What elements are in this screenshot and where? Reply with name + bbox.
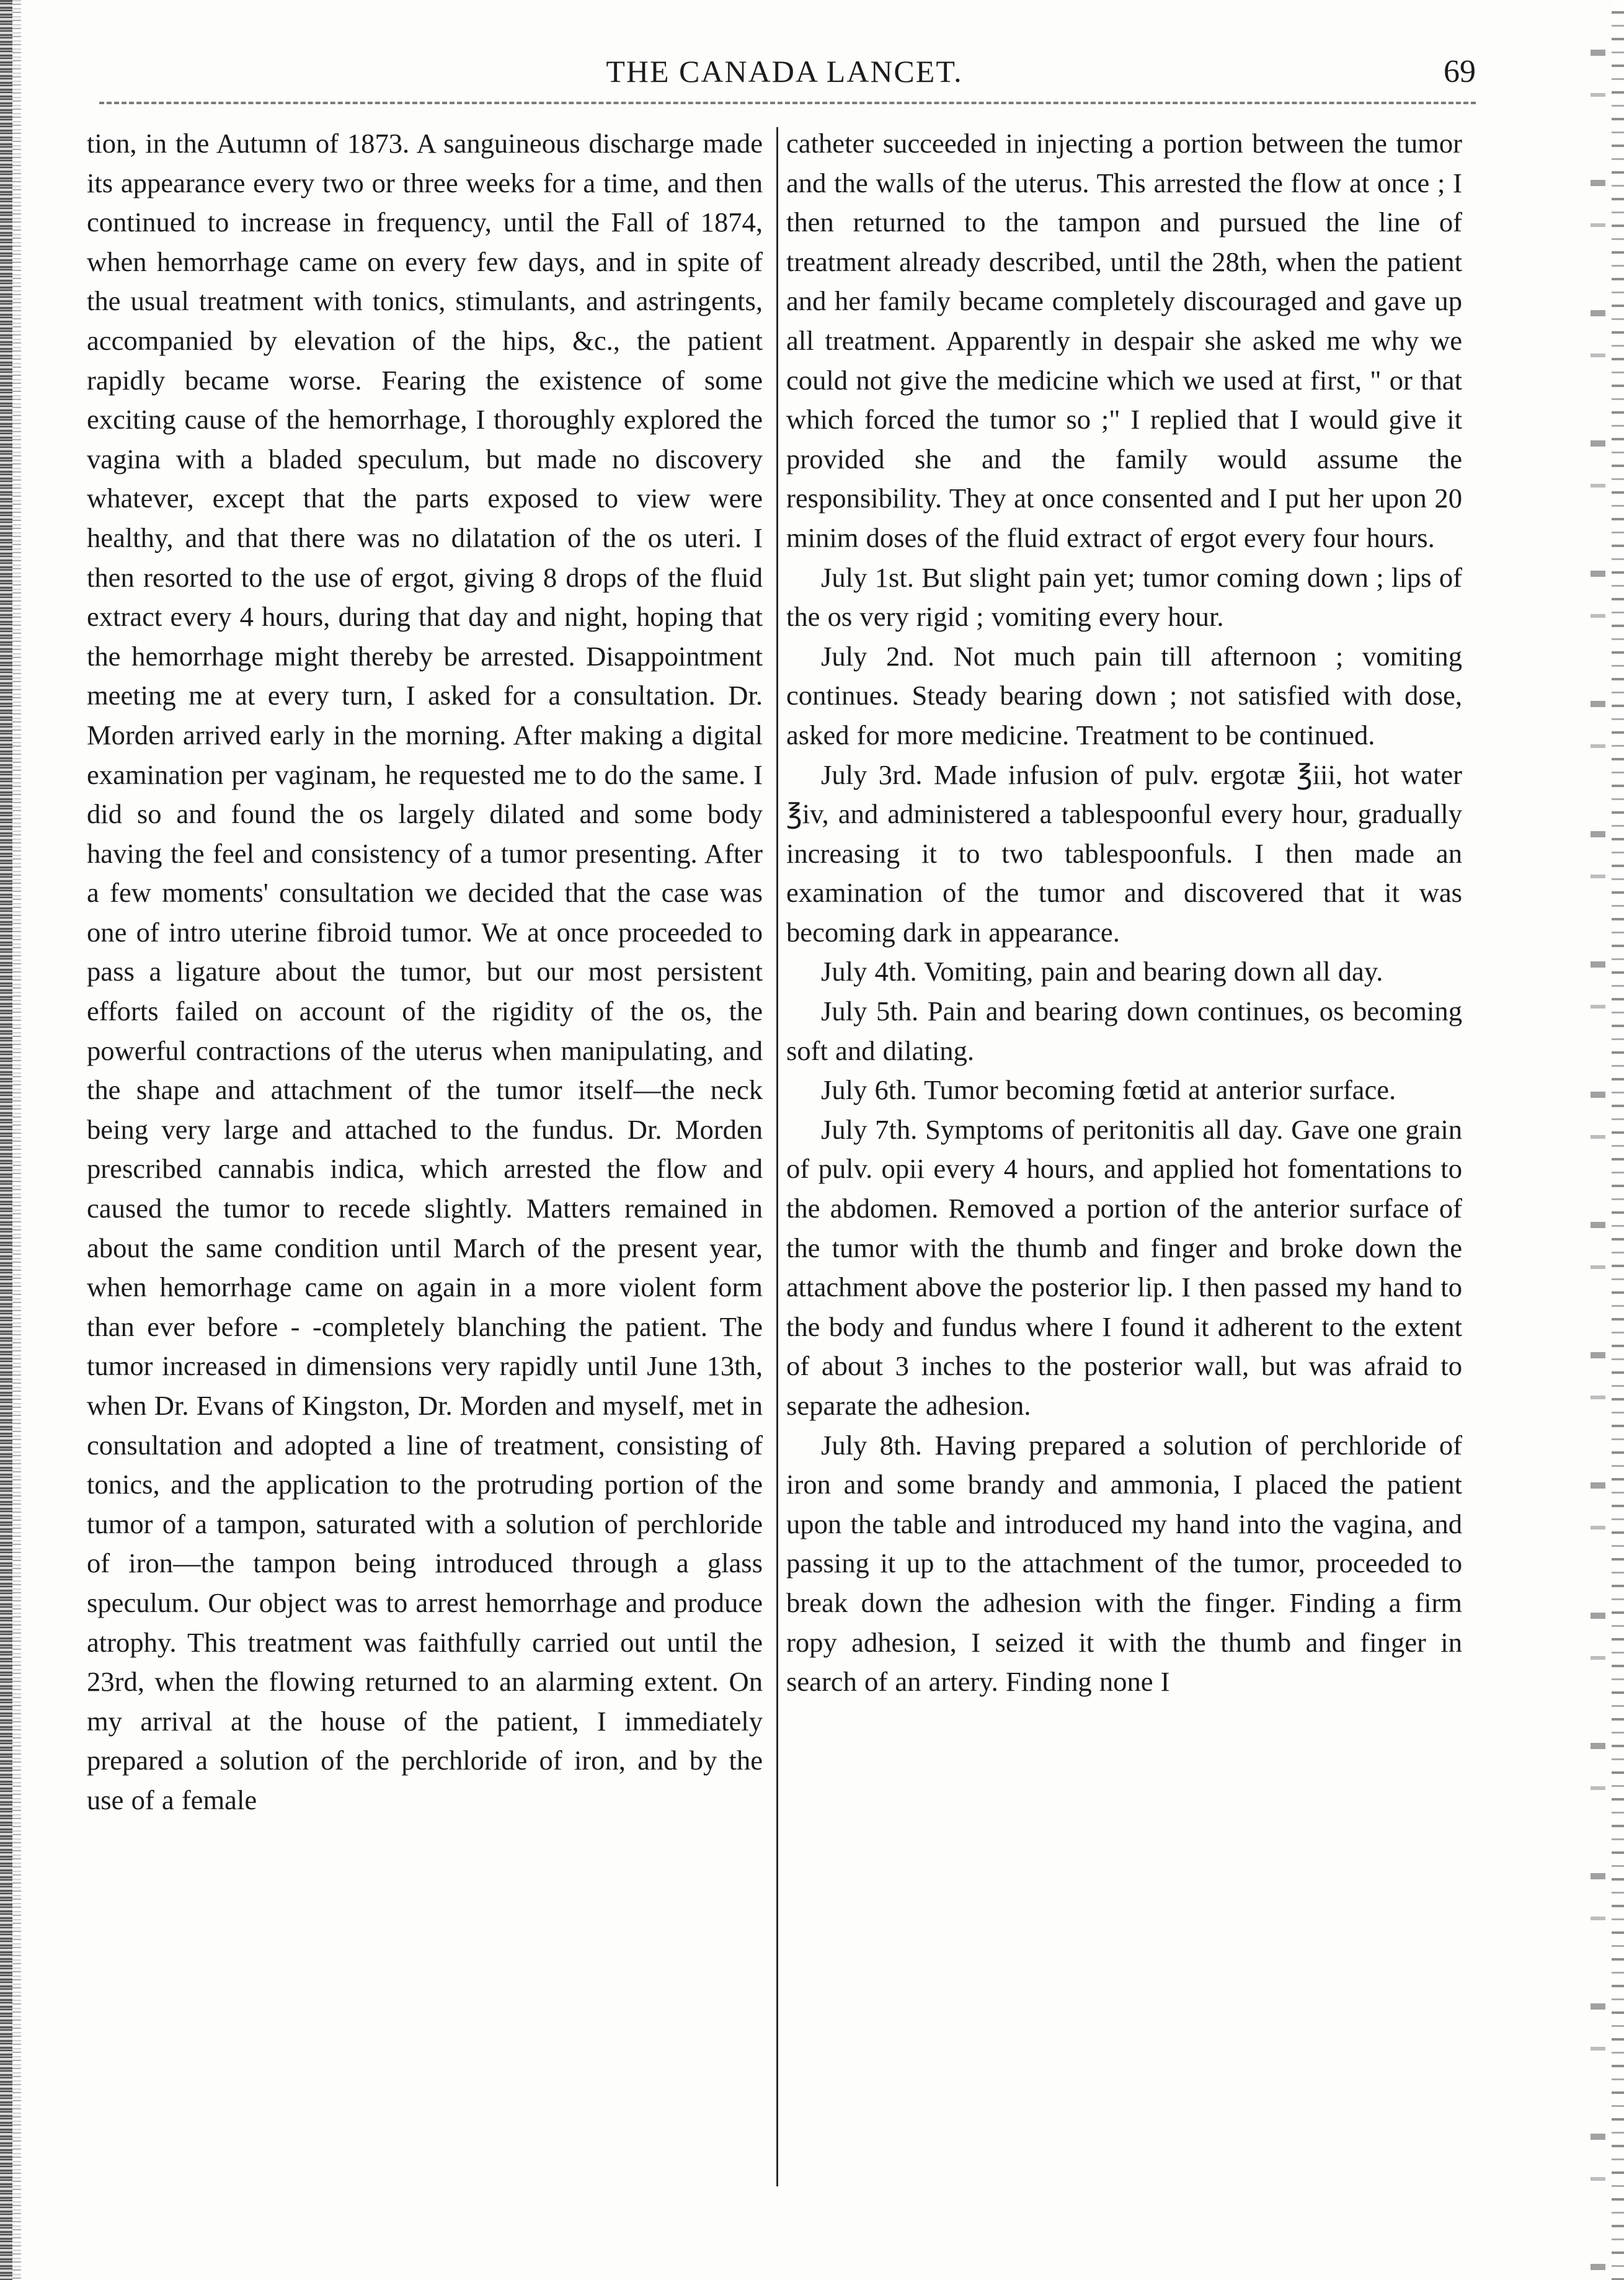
right-edge-bleed: [1612, 0, 1624, 2280]
entry-july-1: July 1st. But slight pain yet; tumor coming down ; lips of the os very rigid ; vomiting every hour.: [786, 561, 1462, 633]
entry-july-5: July 5th. Pain and bearing down continues, os becoming soft and dilating.: [786, 995, 1462, 1066]
torn-left-edge: [0, 0, 12, 2280]
left-column: [87, 124, 763, 2189]
entry-july-2: July 2nd. Not much pain till afternoon ; vomiting continues. Steady bearing down ; not satisfied with dose, asked for more medicine. Treatment to be continued.: [786, 640, 1462, 750]
entry-july-6: July 6th. Tumor becoming fœtid at anterior surface.: [821, 1074, 1396, 1106]
entry-july-7: July 7th. Symptoms of peritonitis all day. Gave one grain of pulv. opii every 4 hours, and applied hot fomentations to the abdomen. Removed a portion of the anterior surface of the tumor with the thumb and finger and broke down the attachment above the posterior lip. I then passed my hand to the body and fundus where I found it adherent to the extent of about 3 inches to the posterior wall, but was afraid to separate the adhesion.: [786, 1113, 1462, 1421]
entry-july-8: July 8th. Having prepared a solution of perchloride of iron and some brandy and ammonia, I placed the patient upon the table and introduced my hand into the vagina, and passing it up to the attachment of the tumor, proceeded to break down the adhesion with the finger. Finding a firm ropy adhesion, I seized it with the thumb and finger in search of an artery. Finding none I: [786, 1429, 1462, 1698]
left-edge-speckle: [12, 0, 21, 2280]
page-header: [93, 53, 1476, 97]
page-number: 69: [1444, 54, 1476, 89]
column-divider: [776, 127, 778, 2186]
right-column: [786, 124, 1462, 2189]
right-margin-show-through: [1591, 12, 1605, 2270]
entry-july-4: July 4th. Vomiting, pain and bearing down all day.: [821, 956, 1383, 987]
header-rule: [99, 102, 1476, 104]
entry-july-3: July 3rd. Made infusion of pulv. ergotæ ℥iii, hot water ℥iv, and administered a tablespoonful every hour, gradually increasing it to two tablespoonfuls. I then made an examination of the tumor and discovered that it was becoming dark in appearance.: [786, 759, 1462, 948]
paragraph: tion, in the Autumn of 1873. A sanguineous discharge made its appearance every two or three weeks for a time, and then continued to increase in frequency, until the Fall of 1874, when hemorrhage came on every few days, and in spite of the usual treatment with tonics, stimulants, and astringents, accompanied by elevation of the hips, &c., the patient rapidly became worse. Fearing the existence of some exciting cause of the hemorrhage, I thoroughly explored the vagina with a bladed speculum, but made no discovery whatever, except that the parts exposed to view were healthy, and that there was no dilatation of the os uteri. I then resorted to the use of ergot, giving 8 drops of the fluid extract every 4 hours, during that day and night, hoping that the hemorrhage might thereby be arrested. Disappointment meeting me at every turn, I asked for a consultation. Dr. Morden arrived early in the morning. After making a digital examination per vaginam, he requested me to do the same. I did so and found the os largely dilated and some body having the feel and consistency of a tumor presenting. After a few moments' consultation we decided that the case was one of intro uterine fibroid tumor. We at once proceeded to pass a ligature about the tumor, but our most persistent efforts failed on account of the rigidity of the os, the powerful contractions of the uterus when manipulating, and the shape and attachment of the tumor itself—the neck being very large and attached to the fundus. Dr. Morden prescribed cannabis indica, which arrested the flow and caused the tumor to recede slightly. Matters remained in about the same condition until March of the present year, when hemorrhage came on again in a more violent form than ever before - -completely blanching the patient. The tumor increased in dimensions very rapidly until June 13th, when Dr. Evans of Kingston, Dr. Morden and myself, met in consultation and adopted a line of treatment, consisting of tonics, and the application to the protruding portion of the tumor of a tampon, saturated with a solution of perchloride of iron—the tampon being introduced through a glass speculum. Our object was to arrest hemorrhage and produce atrophy. This treatment was faithfully carried out until the 23rd, when the flowing returned to an alarming extent. On my arrival at the house of the patient, I immediately prepared a solution of the perchloride of iron, and by the use of a female: [87, 128, 763, 1815]
paragraph: catheter succeeded in injecting a portion between the tumor and the walls of the uterus. This arrested the flow at once ; I then returned to the tampon and pursued the line of treatment already described, until the 28th, when the patient and her family became completely discouraged and gave up all treatment. Apparently in despair she asked me why we could not give the medicine which we used at first, " or that which forced the tumor so ;" I replied that I would give it provided she and the family would assume the responsibility. They at once consented and I put her upon 20 minim doses of the fluid extract of ergot every four hours.: [786, 128, 1462, 553]
running-title: THE CANADA LANCET.: [606, 54, 963, 89]
